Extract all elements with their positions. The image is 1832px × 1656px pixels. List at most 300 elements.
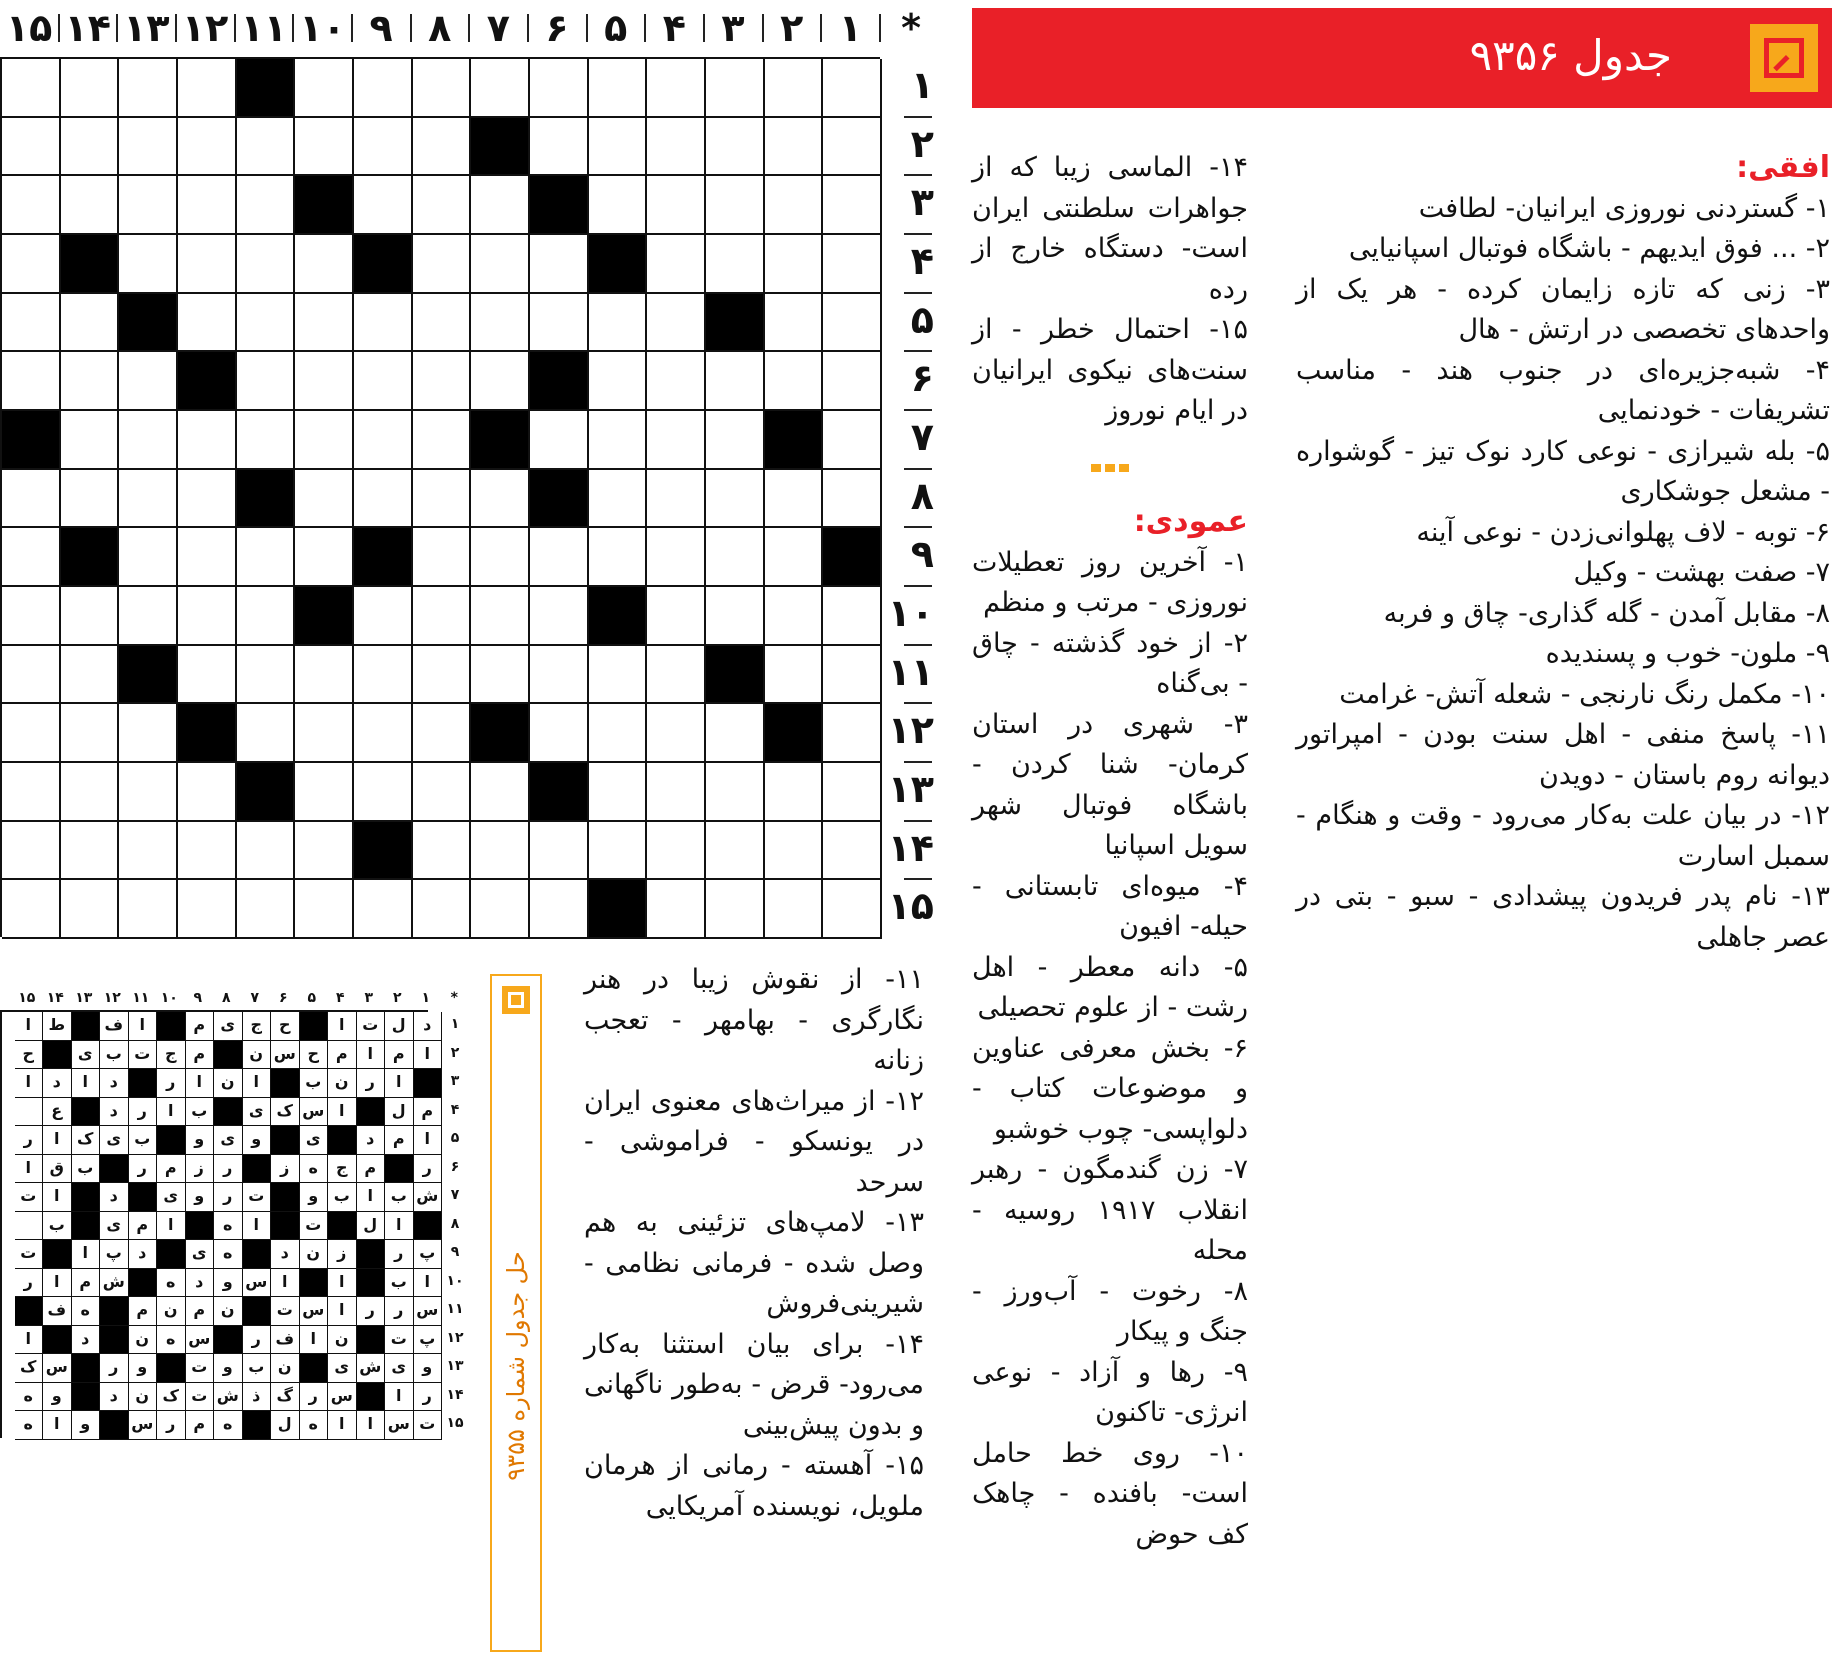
grid-cell[interactable] [295,704,354,763]
grid-cell[interactable] [765,587,824,646]
grid-cell[interactable] [178,411,237,470]
grid-cell[interactable] [765,646,824,705]
grid-cell[interactable] [589,352,648,411]
grid-cell[interactable] [823,352,882,411]
solution-cell: ن [243,1041,272,1070]
grid-cell[interactable] [237,118,296,177]
grid-cell[interactable] [237,235,296,294]
solution-column-number: ۱۲ [103,990,121,1006]
solution-cell: و [72,1411,101,1440]
solution-row-number: ۳ [450,1073,460,1089]
solution-black-cell [414,1069,443,1098]
grid-cell[interactable] [471,763,530,822]
grid-cell[interactable] [765,822,824,881]
grid-cell[interactable] [237,352,296,411]
solution-cell: م [186,1297,215,1326]
grid-cell[interactable] [119,118,178,177]
grid-cell[interactable] [237,646,296,705]
grid-cell[interactable] [119,352,178,411]
grid-cell[interactable] [178,763,237,822]
grid-cell[interactable] [354,470,413,529]
solution-cell: ن [214,1069,243,1098]
grid-cell[interactable] [647,646,706,705]
grid-cell[interactable] [2,528,61,587]
solution-cell: ن [129,1326,158,1355]
solution-column-number: ۱۴ [46,990,64,1006]
black-cell [119,294,178,353]
grid-cell[interactable] [823,587,882,646]
grid-cell[interactable] [354,587,413,646]
grid-cell[interactable] [765,235,824,294]
across-clue: ۸- مقابل آمدن - گله گذاری- چاق و فربه [1383,597,1830,629]
grid-cell[interactable] [295,59,354,118]
grid-cell[interactable] [823,176,882,235]
grid-cell[interactable] [823,59,882,118]
solution-black-cell [186,1212,215,1241]
grid-cell[interactable] [647,59,706,118]
grid-cell[interactable] [295,880,354,939]
solution-cell: ا [72,1069,101,1098]
grid-cell[interactable] [589,294,648,353]
solution-cell: ا [414,1041,443,1070]
column-separator [703,14,705,42]
grid-cell[interactable] [765,118,824,177]
grid-cell[interactable] [295,822,354,881]
across-clue: ۱۳- نام پدر فریدون پیشدادی - سبو - بتی در عصر جاهلی [1296,881,1830,953]
grid-cell[interactable] [61,118,120,177]
grid-cell[interactable] [589,59,648,118]
grid-cell[interactable] [530,822,589,881]
grid-cell[interactable] [295,294,354,353]
solution-cell: و [300,1183,329,1212]
grid-cell[interactable] [530,59,589,118]
grid-cell[interactable] [2,587,61,646]
solution-cell: ت [186,1354,215,1383]
grid-cell[interactable] [61,822,120,881]
grid-cell[interactable] [706,880,765,939]
grid-cell[interactable] [647,294,706,353]
solution-row-number: ۵ [450,1130,460,1146]
grid-cell[interactable] [530,528,589,587]
grid-cell[interactable] [823,704,882,763]
across-clue: ۴- شبه‌جزیره‌ای در جنوب هند - مناسب تشریفات - خودنمایی [1296,354,1830,426]
grid-cell[interactable] [706,176,765,235]
grid-cell[interactable] [413,59,472,118]
solution-cell: ن [328,1326,357,1355]
grid-cell[interactable] [530,118,589,177]
black-cell [589,235,648,294]
grid-cell[interactable] [765,352,824,411]
grid-cell[interactable] [2,822,61,881]
grid-cell[interactable] [2,235,61,294]
grid-cell[interactable] [765,880,824,939]
grid-cell[interactable] [647,470,706,529]
grid-cell[interactable] [354,59,413,118]
grid-cell[interactable] [589,763,648,822]
grid-cell[interactable] [413,470,472,529]
solution-cell: ا [328,1297,357,1326]
grid-cell[interactable] [237,528,296,587]
grid-cell[interactable] [413,704,472,763]
grid-cell[interactable] [530,880,589,939]
grid-cell[interactable] [706,235,765,294]
grid-cell[interactable] [61,294,120,353]
solution-black-cell [43,1240,72,1269]
grid-cell[interactable] [119,822,178,881]
solution-cell: ا [385,1383,414,1412]
solution-black-cell [385,1155,414,1184]
grid-cell[interactable] [706,763,765,822]
down-clue: ۱۵- آهسته - رمانی از هرمان ملویل، نویسنده آمریکایی [584,1450,924,1522]
row-number: ۸ [880,468,940,527]
down-clue: ۳- شهری در استان کرمان- شنا کردن - باشگاه فوتبال شهر سویل اسپانیا [972,708,1248,861]
black-cell [471,118,530,177]
column-number: ۱۱ [240,6,287,50]
grid-cell[interactable] [61,352,120,411]
grid-cell[interactable] [823,822,882,881]
grid-cell[interactable] [413,822,472,881]
grid-cell[interactable] [295,646,354,705]
grid-cell[interactable] [530,646,589,705]
grid-cell[interactable] [589,411,648,470]
grid-cell[interactable] [471,235,530,294]
grid-cell[interactable] [765,59,824,118]
grid-cell[interactable] [178,235,237,294]
grid-cell[interactable] [589,704,648,763]
black-cell [471,411,530,470]
grid-cell[interactable] [823,118,882,177]
solution-black-cell [129,1069,158,1098]
grid-cell[interactable] [2,118,61,177]
grid-cell[interactable] [765,470,824,529]
grid-cell[interactable] [178,59,237,118]
grid-cell[interactable] [413,118,472,177]
black-cell [178,704,237,763]
solution-label-box [490,974,542,1652]
grid-cell[interactable] [237,822,296,881]
grid-cell[interactable] [471,352,530,411]
grid-cell[interactable] [647,587,706,646]
grid-cell[interactable] [2,176,61,235]
solution-black-cell [129,1183,158,1212]
grid-cell[interactable] [471,59,530,118]
grid-cell[interactable] [2,763,61,822]
grid-cell[interactable] [119,411,178,470]
grid-cell[interactable] [647,235,706,294]
grid-cell[interactable] [413,646,472,705]
solution-cell: ح [15,1041,44,1070]
grid-cell[interactable] [823,235,882,294]
grid-cell[interactable] [647,880,706,939]
grid-cell[interactable] [61,646,120,705]
solution-cell: ر [100,1354,129,1383]
solution-cell: ر [129,1098,158,1127]
down-clue: ۱۲- از میراث‌های معنوی ایران در یونسکو - فراموشی - سرحد [584,1085,924,1198]
solution-cell: و [43,1383,72,1412]
solution-cell: گ [271,1383,300,1412]
grid-cell[interactable] [354,118,413,177]
grid-cell[interactable] [765,294,824,353]
black-cell [765,704,824,763]
grid-cell[interactable] [2,880,61,939]
solution-cell: ا [357,1411,386,1440]
solution-column-number: ۵ [307,990,317,1006]
grid-cell[interactable] [119,704,178,763]
grid-cell[interactable] [765,763,824,822]
grid-cell[interactable] [2,470,61,529]
grid-cell[interactable] [589,470,648,529]
solution-column-number: ۱ [421,990,431,1006]
grid-cell[interactable] [413,528,472,587]
grid-cell[interactable] [471,528,530,587]
solution-cell: ن [157,1297,186,1326]
grid-cell[interactable] [647,704,706,763]
grid-cell[interactable] [354,411,413,470]
grid-cell[interactable] [2,59,61,118]
clues-column-right [1296,148,1830,958]
grid-cell[interactable] [178,118,237,177]
grid-cell[interactable] [823,294,882,353]
grid-cell[interactable] [61,763,120,822]
solution-row-number: ۶ [450,1158,460,1175]
solution-cell: ا [43,1411,72,1440]
solution-black-cell [100,1326,129,1355]
solution-cell: ی [186,1240,215,1269]
solution-black-cell [72,1212,101,1241]
grid-cell[interactable] [295,411,354,470]
clues-column-middle [972,148,1248,1555]
grid-cell[interactable] [354,880,413,939]
black-cell [471,704,530,763]
column-number: ۲ [780,6,804,50]
solution-cell: ا [328,1012,357,1041]
grid-cell[interactable] [354,352,413,411]
grid-cell[interactable] [119,880,178,939]
grid-cell[interactable] [471,587,530,646]
grid-cell[interactable] [295,352,354,411]
solution-column-number: ۱۵ [18,990,36,1006]
grid-cell[interactable] [589,646,648,705]
solution-logo-icon [502,986,530,1014]
grid-cell[interactable] [237,411,296,470]
column-number: ۷ [486,6,510,50]
grid-cell[interactable] [2,646,61,705]
grid-cell[interactable] [471,646,530,705]
grid-cell[interactable] [354,294,413,353]
grid-cell[interactable] [178,587,237,646]
solution-cell: م [414,1098,443,1127]
grid-cell[interactable] [823,411,882,470]
grid-cell[interactable] [647,118,706,177]
solution-cell: ب [43,1212,72,1241]
grid-cell[interactable] [530,294,589,353]
black-cell [237,470,296,529]
grid-cell[interactable] [178,528,237,587]
column-numbers [0,0,940,56]
solution-cell: ش [414,1183,443,1212]
grid-cell[interactable] [471,822,530,881]
grid-cell[interactable] [61,176,120,235]
grid-cell[interactable] [2,294,61,353]
solution-cell: و [243,1126,272,1155]
solution-cell: ه [300,1155,329,1184]
grid-cell[interactable] [295,235,354,294]
grid-cell[interactable] [823,880,882,939]
grid-cell[interactable] [706,587,765,646]
solution-cell: ی [214,1012,243,1041]
grid-cell[interactable] [295,118,354,177]
grid-cell[interactable] [178,646,237,705]
grid-cell[interactable] [2,704,61,763]
grid-cell[interactable] [647,763,706,822]
grid-cell[interactable] [471,176,530,235]
solution-cell: ی [385,1354,414,1383]
solution-cell: ا [357,1183,386,1212]
grid-cell[interactable] [237,880,296,939]
solution-black-cell [243,1240,272,1269]
grid-cell[interactable] [706,352,765,411]
grid-cell[interactable] [295,763,354,822]
grid-cell[interactable] [413,352,472,411]
grid-cell[interactable] [706,822,765,881]
column-separator [58,14,60,42]
grid-cell[interactable] [119,470,178,529]
grid-cell[interactable] [589,118,648,177]
grid-cell[interactable] [589,528,648,587]
grid-cell[interactable] [471,880,530,939]
grid-cell[interactable] [530,235,589,294]
solution-black-cell [357,1269,386,1298]
black-cell [589,587,648,646]
solution-column-number: ۱۰ [160,990,178,1006]
grid-cell[interactable] [61,704,120,763]
grid-cell[interactable] [237,704,296,763]
solution-cell: ا [385,1069,414,1098]
grid-cell[interactable] [237,294,296,353]
solution-row-number: ۷ [450,1187,460,1203]
solution-column-number: ۳ [364,990,374,1006]
grid-cell[interactable] [178,822,237,881]
grid-cell[interactable] [178,470,237,529]
grid-cell[interactable] [119,59,178,118]
grid-cell[interactable] [61,880,120,939]
grid-cell[interactable] [530,704,589,763]
grid-cell[interactable] [354,704,413,763]
grid-cell[interactable] [61,411,120,470]
grid-cell[interactable] [413,587,472,646]
grid-cell[interactable] [178,176,237,235]
solution-column-number: ۱۳ [75,990,93,1006]
grid-cell[interactable] [647,528,706,587]
grid-cell[interactable] [2,352,61,411]
grid-cell[interactable] [413,763,472,822]
solution-cell: ک [157,1383,186,1412]
solution-cell: ب [243,1354,272,1383]
grid-cell[interactable] [237,587,296,646]
solution-cell: ا [385,1212,414,1241]
grid-cell[interactable] [119,235,178,294]
black-cell [823,528,882,587]
grid-cell[interactable] [706,528,765,587]
solution-black-cell [15,1297,44,1326]
grid-cell[interactable] [61,59,120,118]
grid-cell[interactable] [119,763,178,822]
grid-cell[interactable] [530,411,589,470]
solution-cell: ر [300,1383,329,1412]
grid-cell[interactable] [706,470,765,529]
grid-cell[interactable] [706,118,765,177]
grid-cell[interactable] [823,646,882,705]
grid-cell[interactable] [823,470,882,529]
grid-cell[interactable] [119,587,178,646]
grid-cell[interactable] [354,646,413,705]
column-separator [879,14,881,42]
grid-cell[interactable] [119,176,178,235]
grid-cell[interactable] [413,176,472,235]
grid-cell[interactable] [765,528,824,587]
solution-cell: ح [300,1041,329,1070]
grid-cell[interactable] [530,587,589,646]
grid-cell[interactable] [706,704,765,763]
grid-cell[interactable] [119,528,178,587]
across-clue: ۵- بله شیرازی - نوعی کارد نوک تیز - گوشواره - مشعل جوشکاری [1296,435,1830,507]
grid-cell[interactable] [295,528,354,587]
grid-cell[interactable] [647,822,706,881]
grid-cell[interactable] [471,470,530,529]
grid-cell[interactable] [61,470,120,529]
grid-cell[interactable] [823,763,882,822]
grid-cell[interactable] [706,59,765,118]
solution-cell: ذ [243,1383,272,1412]
grid-cell[interactable] [647,352,706,411]
solution-cell: ش [214,1383,243,1412]
grid-cell[interactable] [237,176,296,235]
row-number: ۱۲ [880,702,940,761]
solution-cell: پ [100,1240,129,1269]
solution-cell: م [129,1297,158,1326]
grid-cell[interactable] [178,294,237,353]
grid-cell[interactable] [413,411,472,470]
solution-black-cell [72,1383,101,1412]
solution-cell: ک [15,1354,44,1383]
solution-cell: ا [15,1155,44,1184]
down-clue: ۱۳- لامپ‌های تزئینی به هم وصل شده - فرمانی نظامی - شیرینی‌فروش [584,1207,924,1319]
solution-cell: ز [271,1155,300,1184]
grid-cell[interactable] [647,176,706,235]
grid-cell[interactable] [471,294,530,353]
grid-cell[interactable] [413,235,472,294]
grid-cell[interactable] [413,294,472,353]
grid-cell[interactable] [647,411,706,470]
grid-cell[interactable] [61,587,120,646]
solution-cell: ب [328,1183,357,1212]
grid-cell[interactable] [589,822,648,881]
grid-cell[interactable] [706,411,765,470]
column-separator [175,14,177,42]
column-number: ۱۵ [5,6,53,50]
column-separator [586,14,588,42]
grid-cell[interactable] [354,176,413,235]
grid-cell[interactable] [178,880,237,939]
grid-cell[interactable] [413,880,472,939]
solution-cell: س [300,1098,329,1127]
grid-cell[interactable] [354,763,413,822]
down-clue: ۱- آخرین روز تعطیلات نوروزی - مرتب و منظم [972,546,1248,618]
solution-black-cell [157,1126,186,1155]
grid-cell[interactable] [589,176,648,235]
grid-cell[interactable] [765,176,824,235]
grid-cell[interactable] [295,470,354,529]
